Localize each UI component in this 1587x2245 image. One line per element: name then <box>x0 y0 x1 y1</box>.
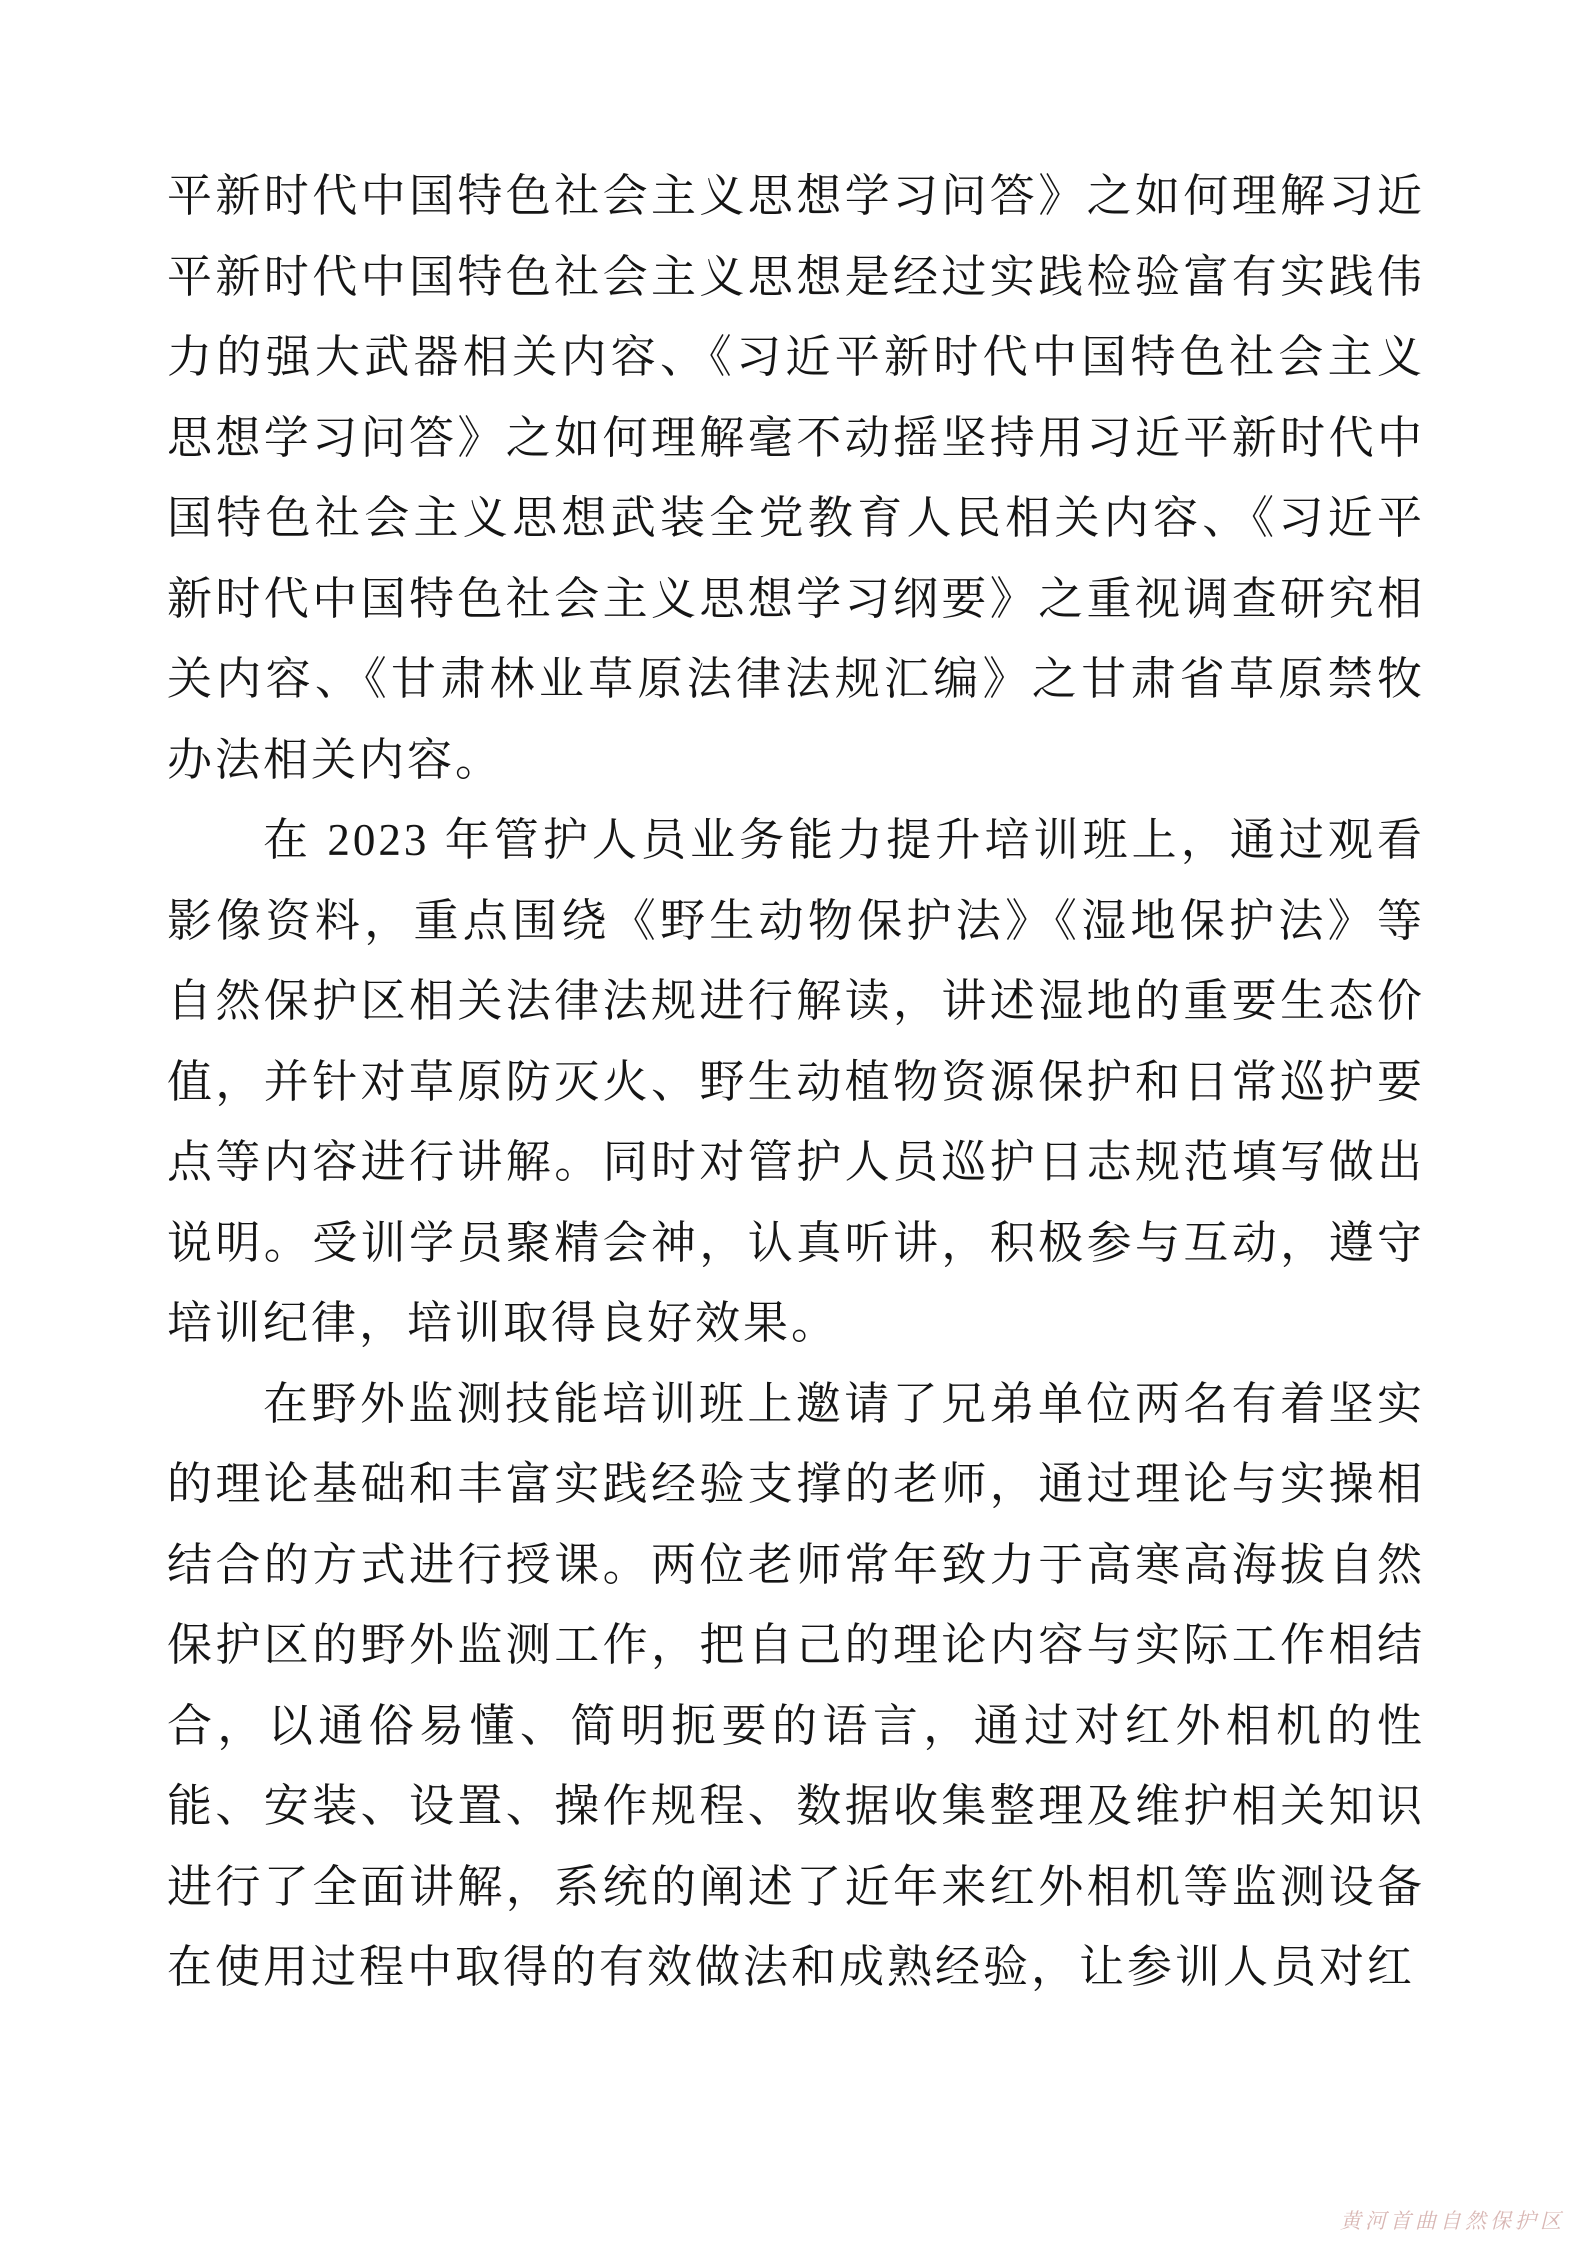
document-body <box>167 156 1425 2008</box>
watermark-reserve-name: 黄河首曲自然保护区 <box>1340 2209 1565 2233</box>
paragraph-field-monitoring-training: 在野外监测技能培训班上邀请了兄弟单位两名有着坚实的理论基础和丰富实践经验支撑的老师，通过理论与实操相结合的方式进行授课。两位老师常年致力于高寒高海拔自然保护区的野外监测工作，把自己的理论内容与实际工作相结合，以通俗易懂、简明扼要的语言，通过对红外相机的性能、安装、设置、操作规程、数据收集整理及维护相关知识进行了全面讲解，系统的阐述了近年来红外相机等监测设备在使用过程中取得的有效做法和成熟经验，让参训人员对红 <box>167 1378 1425 1992</box>
paragraph-training-2023: 在 2023 年管护人员业务能力提升培训班上，通过观看影像资料，重点围绕《野生动物保护法》《湿地保护法》等自然保护区相关法律法规进行解读，讲述湿地的重要生态价值，并针对草原防灭火、野生动植物资源保护和日常巡护要点等内容进行讲解。同时对管护人员巡护日志规范填写做出说明。受训学员聚精会神，认真听讲，积极参与互动，遵守培训纪律，培训取得良好效果。 <box>167 815 1425 1348</box>
paragraph-continuation: 平新时代中国特色社会主义思想学习问答》之如何理解习近平新时代中国特色社会主义思想是经过实践检验富有实践伟力的强大武器相关内容、《习近平新时代中国特色社会主义思想学习问答》之如何理解毫不动摇坚持用习近平新时代中国特色社会主义思想武装全党教育人民相关内容、《习近平新时代中国特色社会主义思想学习纲要》之重视调查研究相关内容、《甘肃林业草原法律法规汇编》之甘肃省草原禁牧办法相关内容。 <box>167 171 1425 785</box>
